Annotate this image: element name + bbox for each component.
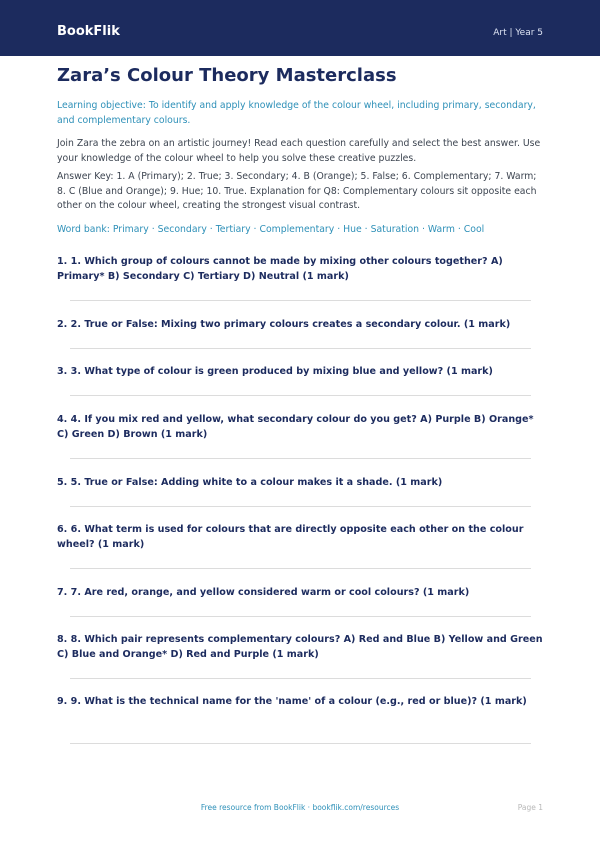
intro-text: Join Zara the zebra on an artistic journey! Read each question carefully and select the best answer. Use your knowledge of the colour wheel to help you solve these creative puzzles. [57, 138, 541, 164]
question-7: 7. 7. Are red, orange, and yellow considered warm or cool colours? (1 mark) [57, 587, 470, 598]
answer-line-2 [70, 348, 531, 349]
answer-line-1 [70, 300, 531, 301]
page-number: Page 1 [517, 803, 543, 812]
footer-resource-link[interactable]: Free resource from BookFlik · bookflik.com/resources [200, 803, 400, 812]
question-8: 8. 8. Which pair represents complementary colours? A) Red and Blue B) Yellow and Green C) Blue and Orange* D) Red and Purple (1 mark) [57, 634, 543, 660]
question-2: 2. 2. True or False: Mixing two primary colours creates a secondary colour. (1 mark) [57, 319, 511, 330]
question-9: 9. 9. What is the technical name for the 'name' of a colour (e.g., red or blue)? (1 mark) [57, 696, 527, 707]
subject-year-label: Art | Year 5 [493, 28, 543, 38]
answer-line-5 [70, 506, 531, 507]
header-bar [0, 0, 600, 56]
answer-line-9 [70, 743, 531, 744]
question-4: 4. 4. If you mix red and yellow, what secondary colour do you get? A) Purple B) Orange* C) Green D) Brown (1 mark) [57, 414, 534, 440]
page-title: Zara’s Colour Theory Masterclass [57, 65, 397, 86]
learning-objective: Learning objective: To identify and apply knowledge of the colour wheel, including primary, secondary, and complementary colours. [57, 100, 536, 126]
brand-logo[interactable]: BookFlik [57, 24, 120, 39]
answer-line-3 [70, 395, 531, 396]
answer-line-7 [70, 616, 531, 617]
question-5: 5. 5. True or False: Adding white to a colour makes it a shade. (1 mark) [57, 477, 443, 488]
answer-line-8 [70, 678, 531, 679]
answer-line-6 [70, 568, 531, 569]
answer-key: Answer Key: 1. A (Primary); 2. True; 3. Secondary; 4. B (Orange); 5. False; 6. Complementary; 7. Warm; 8. C (Blue and Orange); 9. Hue; 10. True. Explanation for Q8: Complementary colours sit opposite each other on the colour wheel, creating the strongest visual contrast. [57, 171, 537, 211]
question-1: 1. 1. Which group of colours cannot be made by mixing other colours together? A) Primary* B) Secondary C) Tertiary D) Neutral (1 mark) [57, 256, 503, 282]
question-3: 3. 3. What type of colour is green produced by mixing blue and yellow? (1 mark) [57, 366, 493, 377]
question-6: 6. 6. What term is used for colours that are directly opposite each other on the colour wheel? (1 mark) [57, 524, 524, 550]
answer-line-4 [70, 458, 531, 459]
word-bank: Word bank: Primary · Secondary · Tertiary · Complementary · Hue · Saturation · Warm · Cool [57, 224, 485, 235]
